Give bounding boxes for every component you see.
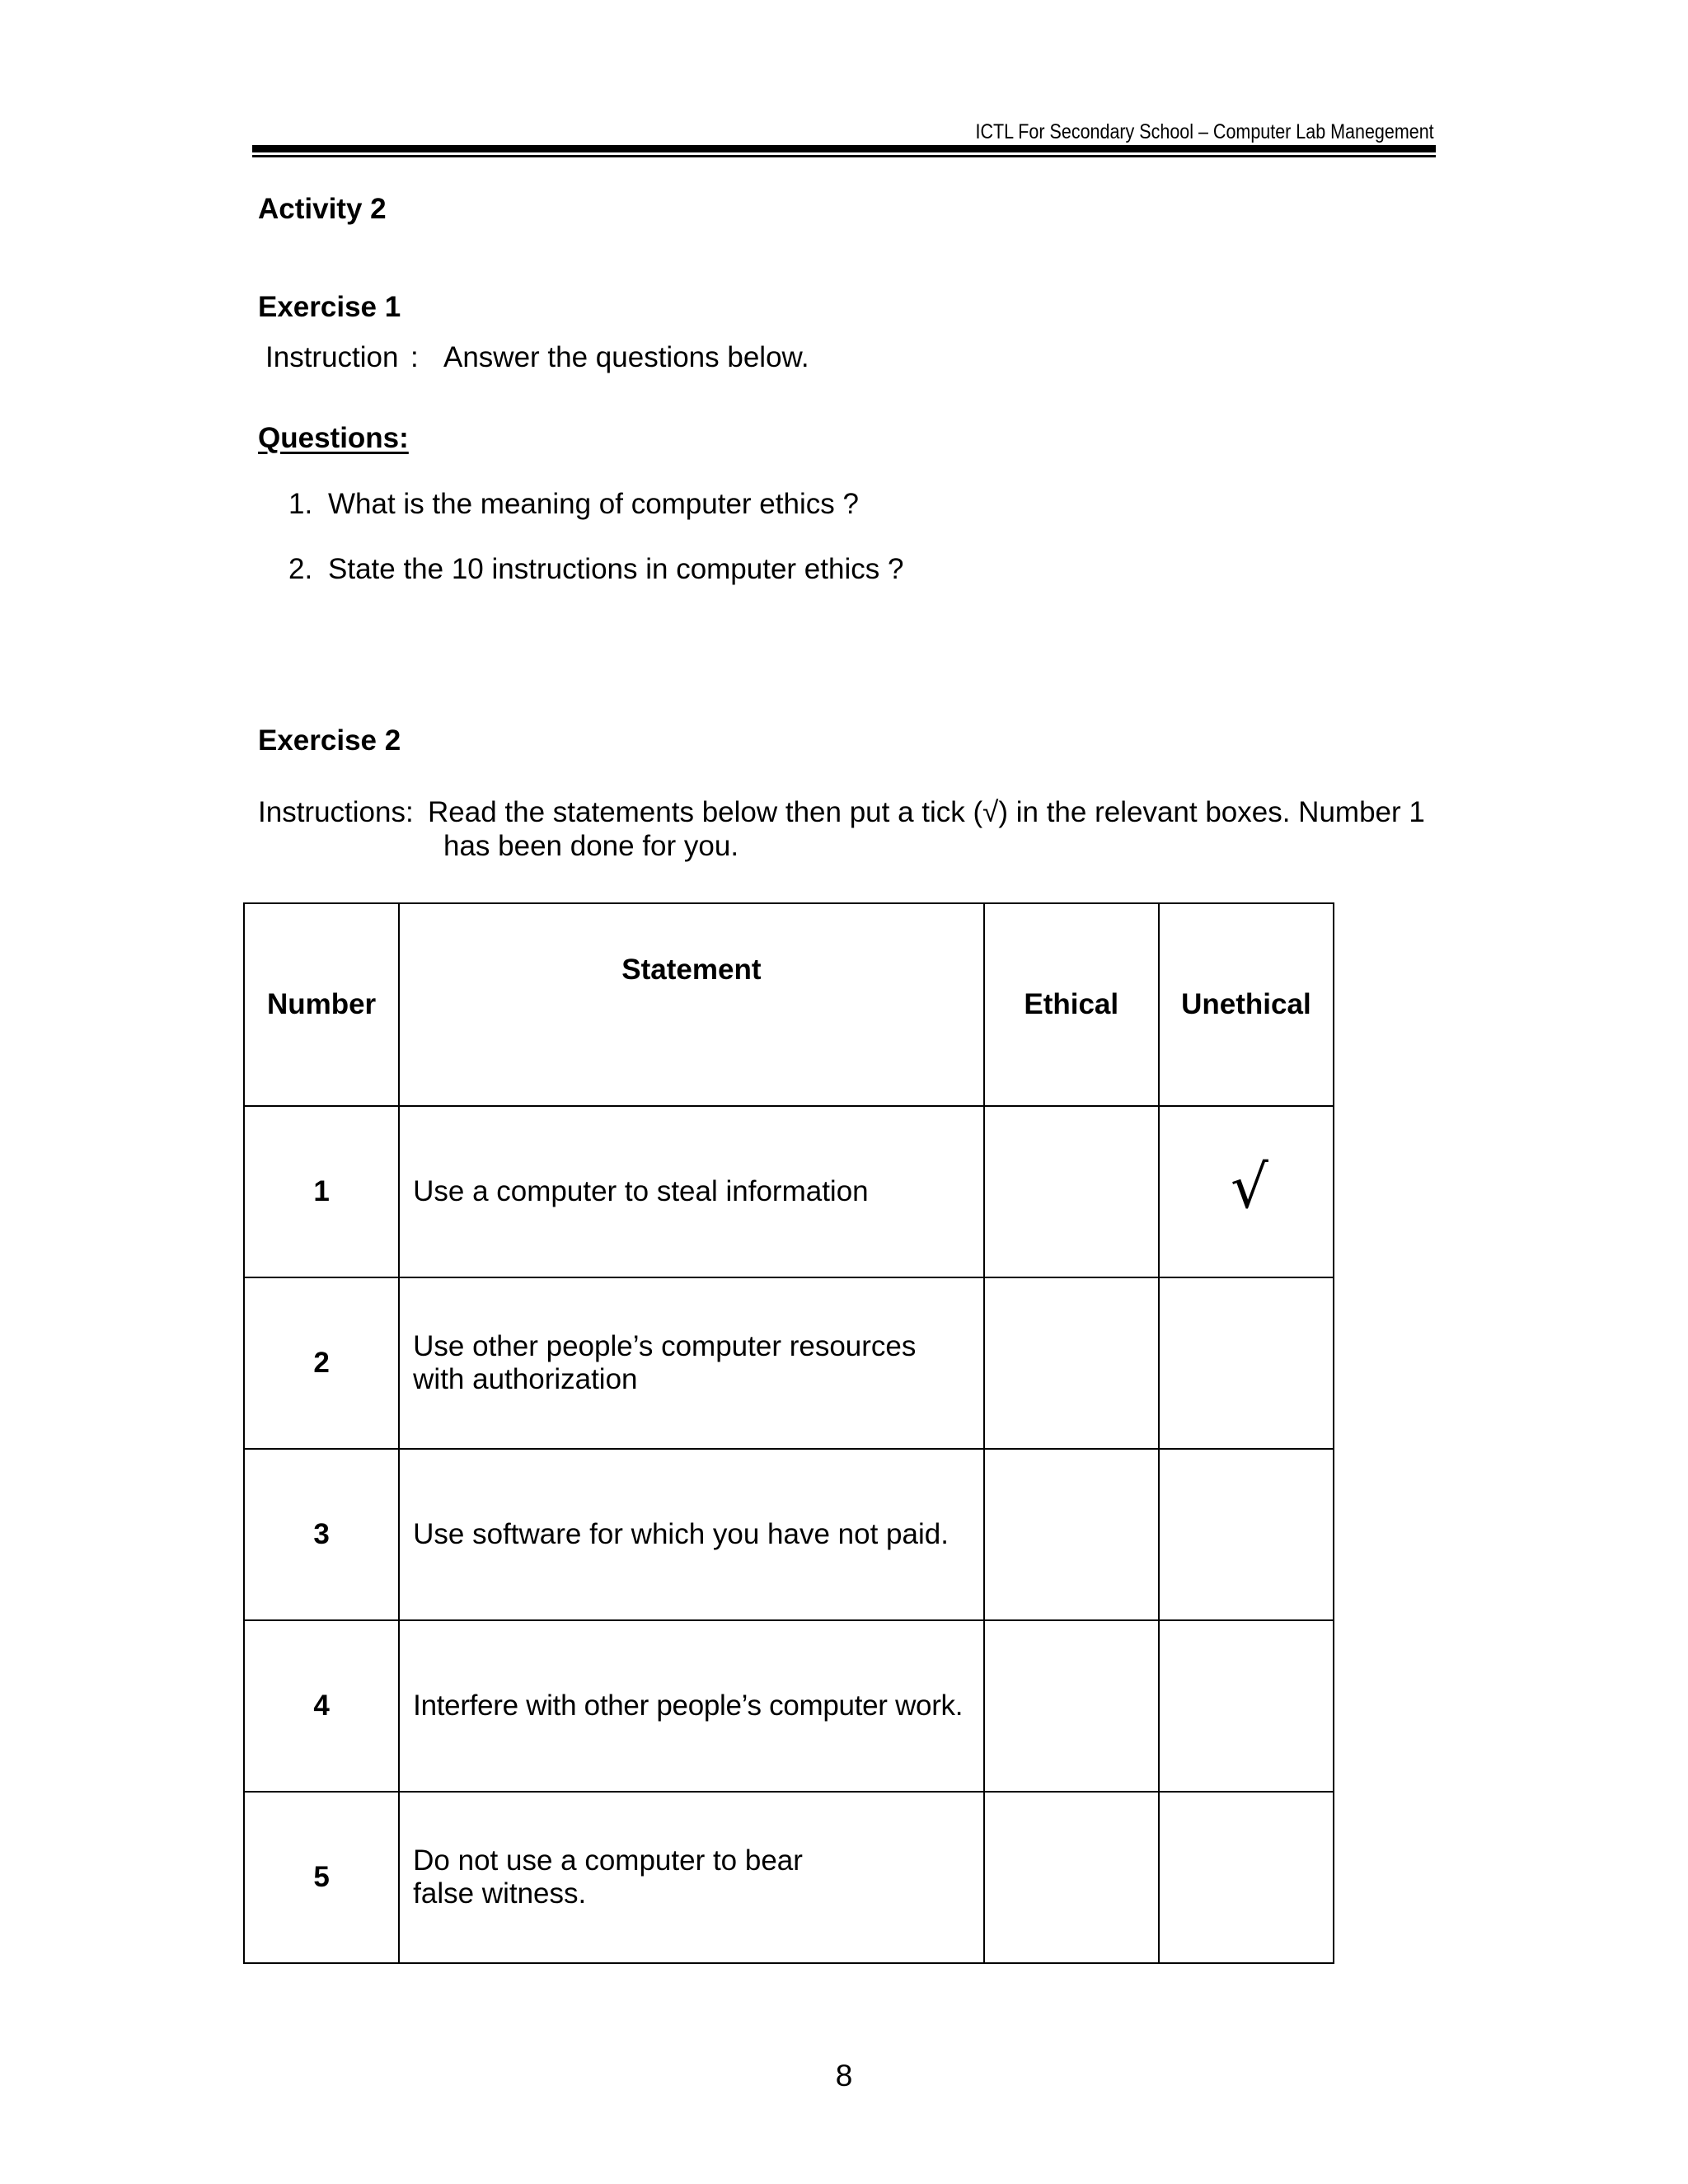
- question-text: State the 10 instructions in computer ethics ?: [328, 553, 904, 585]
- row-statement: Do not use a computer to bear false witness.: [399, 1792, 984, 1963]
- ethical-checkbox-cell[interactable]: [984, 1277, 1159, 1449]
- table-row: [244, 1277, 1334, 1449]
- question-text: What is the meaning of computer ethics ?: [328, 488, 859, 520]
- row-statement: Use a computer to steal information: [399, 1106, 984, 1277]
- header-number: Number: [244, 903, 399, 1106]
- header-rule-thick: [252, 145, 1436, 152]
- ethical-checkbox-cell[interactable]: [984, 1620, 1159, 1792]
- row-statement: Interfere with other people’s computer work.: [399, 1620, 984, 1792]
- exercise2-instruction-label: Instructions:: [258, 796, 414, 828]
- row-statement: Use software for which you have not paid.: [399, 1449, 984, 1620]
- header-statement: Statement: [399, 903, 984, 1106]
- row-number: 2: [244, 1277, 399, 1449]
- tick-mark: √: [1230, 1152, 1268, 1221]
- unethical-checkbox-cell[interactable]: [1159, 1449, 1334, 1620]
- ethical-checkbox-cell[interactable]: [984, 1106, 1159, 1277]
- row-number: 5: [244, 1792, 399, 1963]
- row-number: 1: [244, 1106, 399, 1277]
- header-ethical: Ethical: [984, 903, 1159, 1106]
- question-number: 1.: [288, 488, 313, 520]
- activity-title: Activity 2: [258, 193, 387, 225]
- exercise2-instruction-line2: has been done for you.: [443, 830, 739, 862]
- ethical-checkbox-cell[interactable]: [984, 1792, 1159, 1963]
- row-number: 4: [244, 1620, 399, 1792]
- exercise2-title: Exercise 2: [258, 724, 401, 757]
- question-number: 2.: [288, 553, 313, 585]
- unethical-checkbox-cell[interactable]: [1159, 1106, 1334, 1277]
- table-row: [244, 1792, 1334, 1963]
- questions-heading: Questions:: [258, 422, 409, 454]
- ethical-checkbox-cell[interactable]: [984, 1449, 1159, 1620]
- header-rule-thin: [252, 155, 1436, 157]
- exercise1-instruction-separator: :: [410, 341, 419, 373]
- exercise1-instruction-label: Instruction: [265, 341, 399, 373]
- page-number: 8: [835, 2059, 853, 2093]
- table-row: [244, 1106, 1334, 1277]
- unethical-checkbox-cell[interactable]: [1159, 1792, 1334, 1963]
- unethical-checkbox-cell[interactable]: [1159, 1620, 1334, 1792]
- table-header-row: [244, 903, 1334, 1106]
- exercise1-instruction-text: Answer the questions below.: [443, 341, 809, 373]
- table-row: [244, 1620, 1334, 1792]
- header-unethical: Unethical: [1159, 903, 1334, 1106]
- table-row: [244, 1449, 1334, 1620]
- exercise1-title: Exercise 1: [258, 291, 401, 323]
- ethics-table: [243, 902, 1334, 1964]
- exercise2-instruction-line1: Read the statements below then put a tick (√) in the relevant boxes. Number 1: [428, 796, 1425, 828]
- running-header: ICTL For Secondary School – Computer Lab Manegement: [975, 120, 1434, 143]
- unethical-checkbox-cell[interactable]: [1159, 1277, 1334, 1449]
- row-statement: Use other people’s computer resources with authorization: [399, 1277, 984, 1449]
- row-number: 3: [244, 1449, 399, 1620]
